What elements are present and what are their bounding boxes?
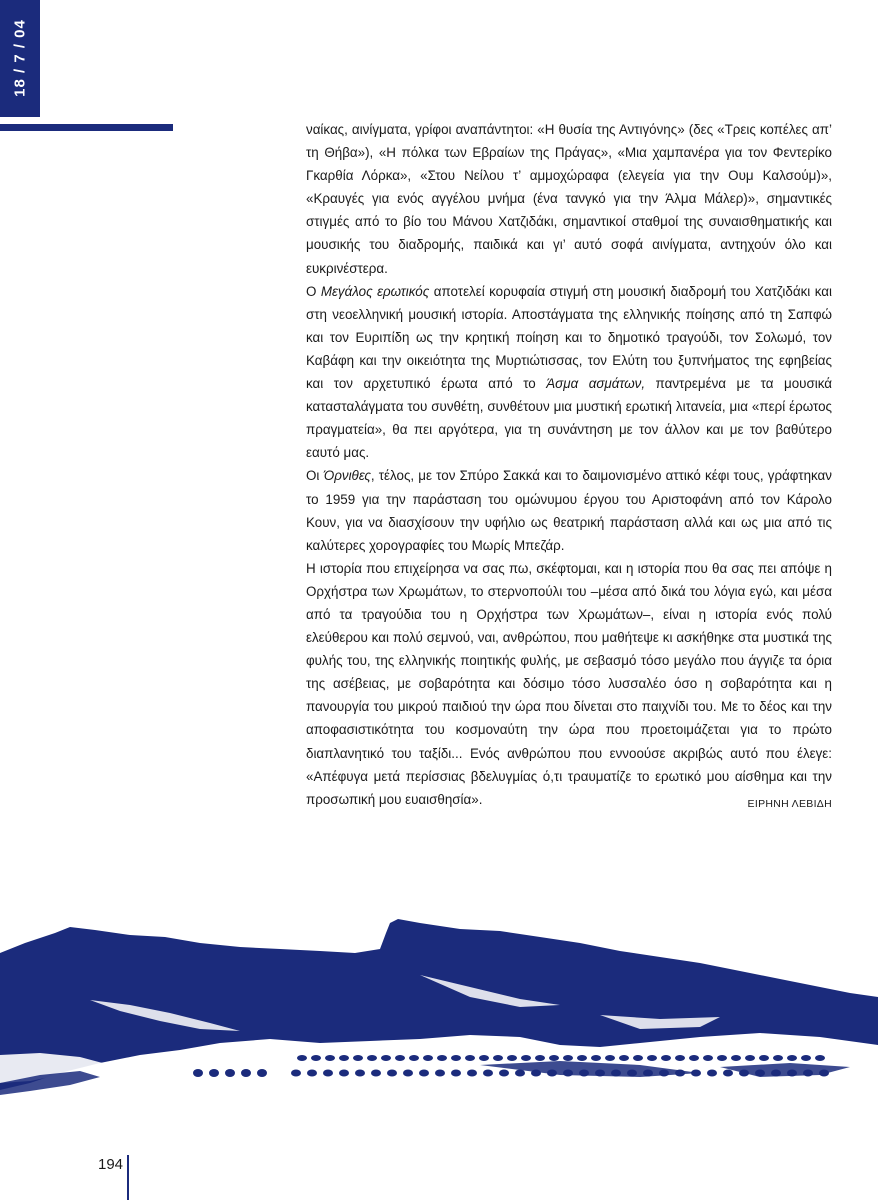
shoreline-light — [371, 1070, 381, 1077]
shoreline-light — [703, 1055, 713, 1061]
shoreline-light — [547, 1070, 557, 1077]
text-run: Η ιστορία που επιχείρησα να σας πω, σκέφτομαι, και η ιστορία που θα σας πει απόψε η Ορχήστρα των Χρωμάτων, το στερνοπούλι του –μέσα από δικά του λόγια εγώ, και μέσα από τα τραγούδια του η Ορχήστρα των Χρωμάτων–, είναι η ιστορία ενός πολύ ελεύθερου και πολύ σεμνού, ναι, ανθρώπου, που μαθήτεψε κι ασκήθηκε στα μυστικά της φυλής του, της ελληνικής ποιητικής φυλής, με σεβασμό τόσο μεγάλο που άγγιζε τα όρια της ασέβειας, με σοβαρότητα και δόσιμο τόσο λυσσαλέο όσο η σοβαρότητα και η πανουργία του μικρού παιδιού την ώρα που δίνεται στο παιχνίδι του. Με το δέος και την αποφασιστικότητα του κοσμοναύτη την ώρα που προετοιμάζεται για το πρώτο διαπλανητικό του ταξίδι... Ενός ανθρώπου που εννοούσε ακριβώς αυτό που έλεγε: «Απέφυγα μετά περίσσιας βδελυγμίας ό,τι τραυματίζε το ερωτικό μου αίσθημα και την προσωπική μου ευαισθησία». — [306, 560, 832, 807]
shoreline-light — [409, 1055, 419, 1061]
shoreline-light — [535, 1055, 545, 1061]
shoreline-light — [819, 1070, 829, 1077]
italic-title: Άσμα ασμάτων, — [546, 376, 646, 392]
shoreline-light — [193, 1069, 203, 1077]
shoreline-light — [605, 1055, 615, 1061]
shoreline-light — [437, 1055, 447, 1061]
shoreline-light — [739, 1070, 749, 1077]
shoreline-light — [323, 1070, 333, 1077]
shoreline-light — [689, 1055, 699, 1061]
italic-title: Μεγάλος ερωτικός — [320, 283, 430, 299]
shoreline-light — [577, 1055, 587, 1061]
shoreline-light — [661, 1055, 671, 1061]
text-run: αποτελεί κορυφαία στιγμή στη μουσική διαδρομή του Χατζιδάκι και στη νεοελληνική μουσική ιστορία. Αποστάγματα της ελληνικής ποίησης από τη Σαπφώ και τον Ευριπίδη ως την κρητική ποίηση και το δημοτικό τραγούδι, τον Σολωμό, τον Καβάφη και την οικειότητα της Μυρτιώτισσας, τον Ελύτη του ξυπνήματος της εφηβείας και τον αρχετυπικό έρωτα από το — [306, 283, 832, 392]
shoreline-light — [325, 1055, 335, 1061]
shoreline-light — [723, 1070, 733, 1077]
shoreline-light — [355, 1070, 365, 1077]
shoreline-light — [291, 1070, 301, 1077]
shoreline-light — [257, 1069, 267, 1077]
shoreline-light — [241, 1069, 251, 1077]
shoreline-light — [549, 1055, 559, 1061]
shoreline-light — [387, 1070, 397, 1077]
water-reflection — [0, 1061, 850, 1095]
text-run: , τέλος, με τον Σπύρο Σακκά και το δαιμονισμένο αττικό κέφι τους, γράφτηκαν το 1959 για την παράσταση του ομώνυμου έργου του Αριστοφάνη από τον Κάρολο Κουν, για να διασχίσουν την υφήλιο ως θεατρική παράσταση αλλά και ως μια από τις καλύτερες χορογραφίες του Μωρίς Μπεζάρ. — [306, 468, 832, 553]
shoreline-light — [451, 1070, 461, 1077]
shoreline-light — [467, 1070, 477, 1077]
article-paragraph — [306, 557, 832, 811]
shoreline-light — [521, 1055, 531, 1061]
shoreline-light — [745, 1055, 755, 1061]
article-paragraph — [306, 118, 832, 280]
shoreline-light — [507, 1055, 517, 1061]
article-body — [306, 118, 832, 811]
shoreline-light — [419, 1070, 429, 1077]
shoreline-light — [643, 1070, 653, 1077]
shoreline-light — [659, 1070, 669, 1077]
shoreline-light — [515, 1070, 525, 1077]
shoreline-light — [381, 1055, 391, 1061]
shoreline-light — [311, 1055, 321, 1061]
shoreline-light — [691, 1070, 701, 1077]
shoreline-light — [367, 1055, 377, 1061]
page-number: 194 — [98, 1156, 124, 1173]
shoreline-light — [339, 1070, 349, 1077]
shoreline-light — [595, 1070, 605, 1077]
shoreline-light — [493, 1055, 503, 1061]
shoreline-light — [707, 1070, 717, 1077]
shoreline-light — [633, 1055, 643, 1061]
shoreline-light — [619, 1055, 629, 1061]
text-run: παντρεμένα με τα μουσικά κατασταλάγματα του συνθέτη, συνθέτουν μια μυστική ερωτική λιτανεία, μια «περί έρωτος πραγματεία», θα πει αργότερα, για τη συνάντηση με τον άλλον και με τον βαθύτερο εαυτό μας. — [306, 376, 832, 461]
shoreline-light — [787, 1055, 797, 1061]
shoreline-light — [465, 1055, 475, 1061]
shoreline-light — [209, 1069, 219, 1077]
shoreline-light — [647, 1055, 657, 1061]
shoreline-light — [771, 1070, 781, 1077]
shoreline-light — [403, 1070, 413, 1077]
shoreline-light — [611, 1070, 621, 1077]
text-run: Οι — [306, 468, 324, 484]
shoreline-light — [423, 1055, 433, 1061]
footer-rule — [127, 1155, 129, 1200]
shoreline-light — [755, 1070, 765, 1077]
shoreline-light — [803, 1070, 813, 1077]
article-paragraph — [306, 464, 832, 556]
date-tab — [0, 0, 40, 117]
italic-title: Όρνιθες — [323, 468, 371, 484]
shoreline-light — [353, 1055, 363, 1061]
shoreline-light — [717, 1055, 727, 1061]
author-byline: ΕΙΡΗΝΗ ΛΕΒΙΔΗ — [747, 798, 832, 810]
shoreline-light — [531, 1070, 541, 1077]
shoreline-light — [787, 1070, 797, 1077]
shoreline-light — [563, 1070, 573, 1077]
shoreline-light — [731, 1055, 741, 1061]
shoreline-light — [759, 1055, 769, 1061]
shoreline-light — [591, 1055, 601, 1061]
shoreline-light — [627, 1070, 637, 1077]
shoreline-light — [435, 1070, 445, 1077]
shoreline-light — [773, 1055, 783, 1061]
shoreline-light — [675, 1070, 685, 1077]
shoreline-light — [563, 1055, 573, 1061]
text-run: Ο — [306, 283, 321, 299]
shoreline-light — [225, 1069, 235, 1077]
mountain-silhouette — [0, 919, 878, 1090]
text-run: ναίκας, αινίγματα, γρίφοι αναπάντητοι: «Η θυσία της Αντιγόνης» (δες «Τρεις κοπέλες απ’ τη Θήβα»), «Η πόλκα των Εβραίων της Πράγας», «Μια χαμπανέρα για τον Φεντερίκο Γκαρθία Λόρκα», «Στου Νείλου τ’ αμμοχώραφα (ελεγεία για την Ουμ Καλσούμ)», «Κραυγές για ενός αγγέλου μνήμα (ένα τανγκό για την Άλμα Μάλερ)», σημαντικές στιγμές από το βίο του Μάνου Χατζιδάκι, σημαντικοί σταθμοί της συναισθηματικής και μουσικής του διαδρομής, παιδικά και γι’ αυτό σοφά αινίγματα, αντηχούν όλο και ευκρινέστερα. — [306, 122, 832, 276]
shoreline-light — [307, 1070, 317, 1077]
shoreline-light — [499, 1070, 509, 1077]
landscape-illustration — [0, 905, 878, 1100]
shoreline-light — [675, 1055, 685, 1061]
shoreline-light — [801, 1055, 811, 1061]
shoreline-light — [339, 1055, 349, 1061]
issue-date: 18 / 7 / 04 — [11, 19, 29, 97]
article-paragraph — [306, 280, 832, 465]
header-rule — [0, 124, 173, 131]
shoreline-light — [297, 1055, 307, 1061]
shoreline-light — [579, 1070, 589, 1077]
shoreline-light — [815, 1055, 825, 1061]
shoreline-light — [479, 1055, 489, 1061]
shoreline-light — [395, 1055, 405, 1061]
shoreline-light — [451, 1055, 461, 1061]
shoreline-light — [483, 1070, 493, 1077]
